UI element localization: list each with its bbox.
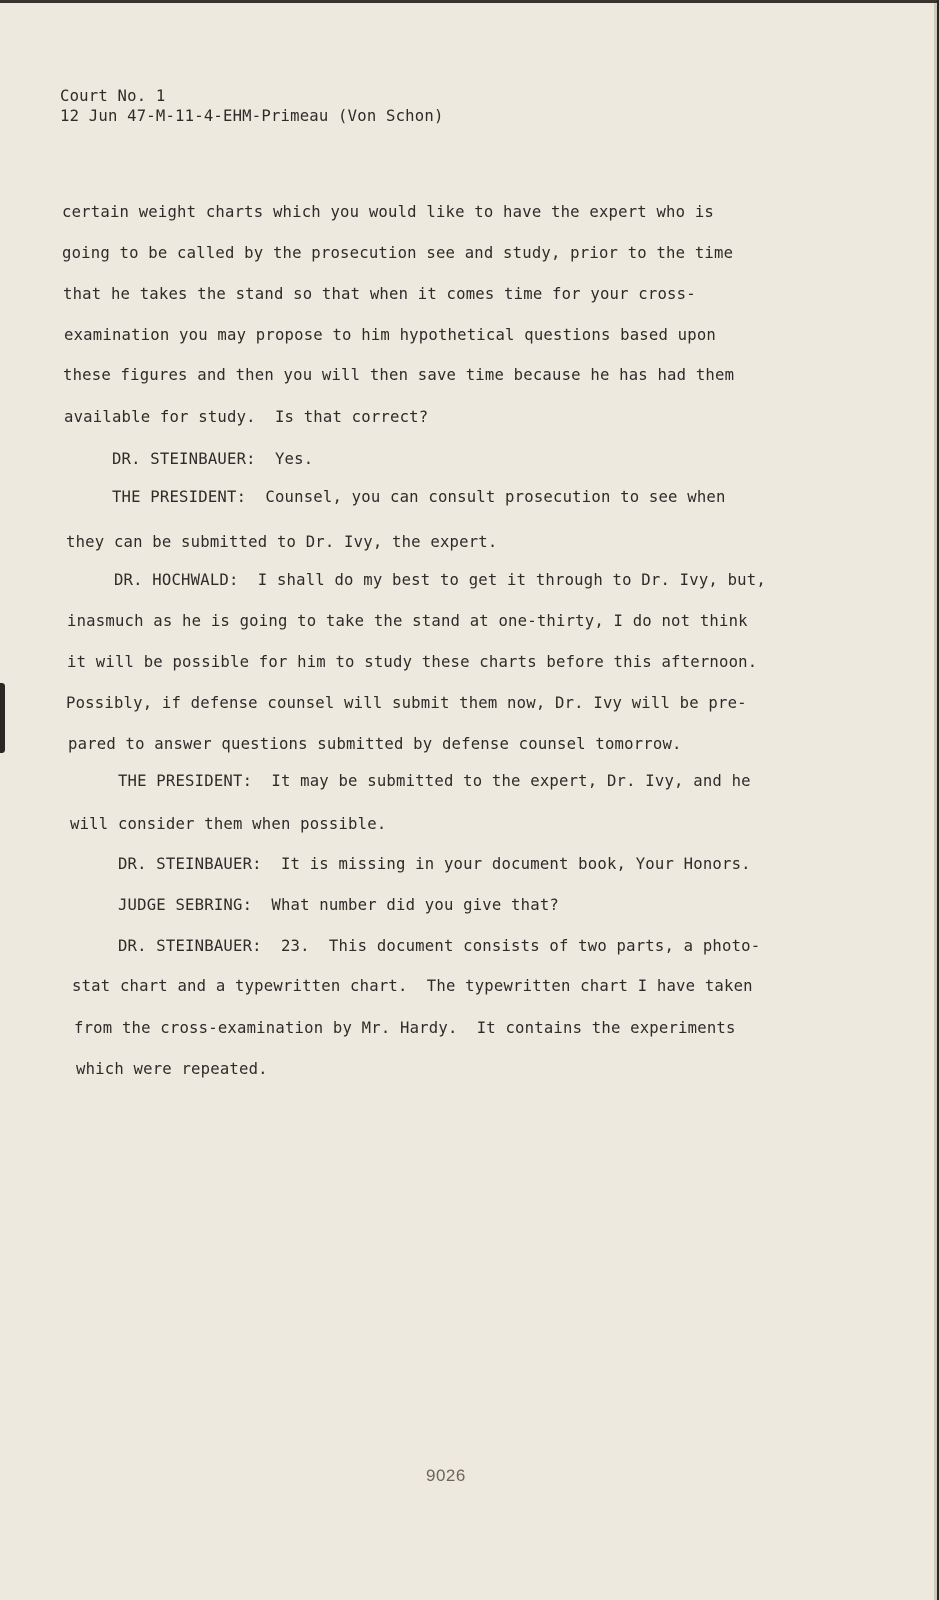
- transcript-line: DR. HOCHWALD: I shall do my best to get it through to Dr. Ivy, but,: [66, 571, 766, 590]
- transcript-line: stat chart and a typewritten chart. The typewritten chart I have taken: [72, 977, 753, 996]
- transcript-line: THE PRESIDENT: It may be submitted to the expert, Dr. Ivy, and he: [70, 772, 751, 791]
- transcript-line: from the cross-examination by Mr. Hardy. It contains the experiments: [74, 1019, 736, 1037]
- transcript-line: will consider them when possible.: [70, 815, 387, 833]
- transcript-line: certain weight charts which you would like to have the expert who is: [62, 203, 714, 221]
- transcript-line: examination you may propose to him hypothetical questions based upon: [64, 325, 716, 344]
- court-number: Court No. 1: [60, 87, 166, 105]
- page-edge: [934, 3, 937, 1600]
- transcript-line: these figures and then you will then save time because he has had them: [63, 366, 735, 385]
- transcript-line: inasmuch as he is going to take the stand at one-thirty, I do not think: [67, 612, 748, 630]
- binding-notch: [0, 683, 5, 753]
- transcript-line: THE PRESIDENT: Counsel, you can consult prosecution to see when: [64, 488, 726, 507]
- session-reference: 12 Jun 47-M-11-4-EHM-Primeau (Von Schon): [60, 107, 444, 125]
- transcript-line: they can be submitted to Dr. Ivy, the expert.: [66, 532, 498, 551]
- transcript-line: which were repeated.: [76, 1059, 268, 1078]
- transcript-line: available for study. Is that correct?: [64, 408, 429, 426]
- transcript-line: it will be possible for him to study these charts before this afternoon.: [67, 652, 758, 671]
- page-number: 9026: [426, 1466, 466, 1485]
- transcript-line: DR. STEINBAUER: 23. This document consists of two parts, a photo-: [70, 936, 761, 955]
- transcript-line: pared to answer questions submitted by defense counsel tomorrow.: [68, 734, 682, 753]
- transcript-line: JUDGE SEBRING: What number did you give that?: [70, 896, 559, 915]
- transcript-line: DR. STEINBAUER: Yes.: [64, 449, 314, 468]
- transcript-line: Possibly, if defense counsel will submit them now, Dr. Ivy will be pre-: [66, 694, 747, 713]
- transcript-line: going to be called by the prosecution see and study, prior to the time: [62, 243, 734, 262]
- transcript-line: DR. STEINBAUER: It is missing in your document book, Your Honors.: [70, 854, 751, 873]
- transcript-line: that he takes the stand so that when it comes time for your cross-: [63, 285, 696, 304]
